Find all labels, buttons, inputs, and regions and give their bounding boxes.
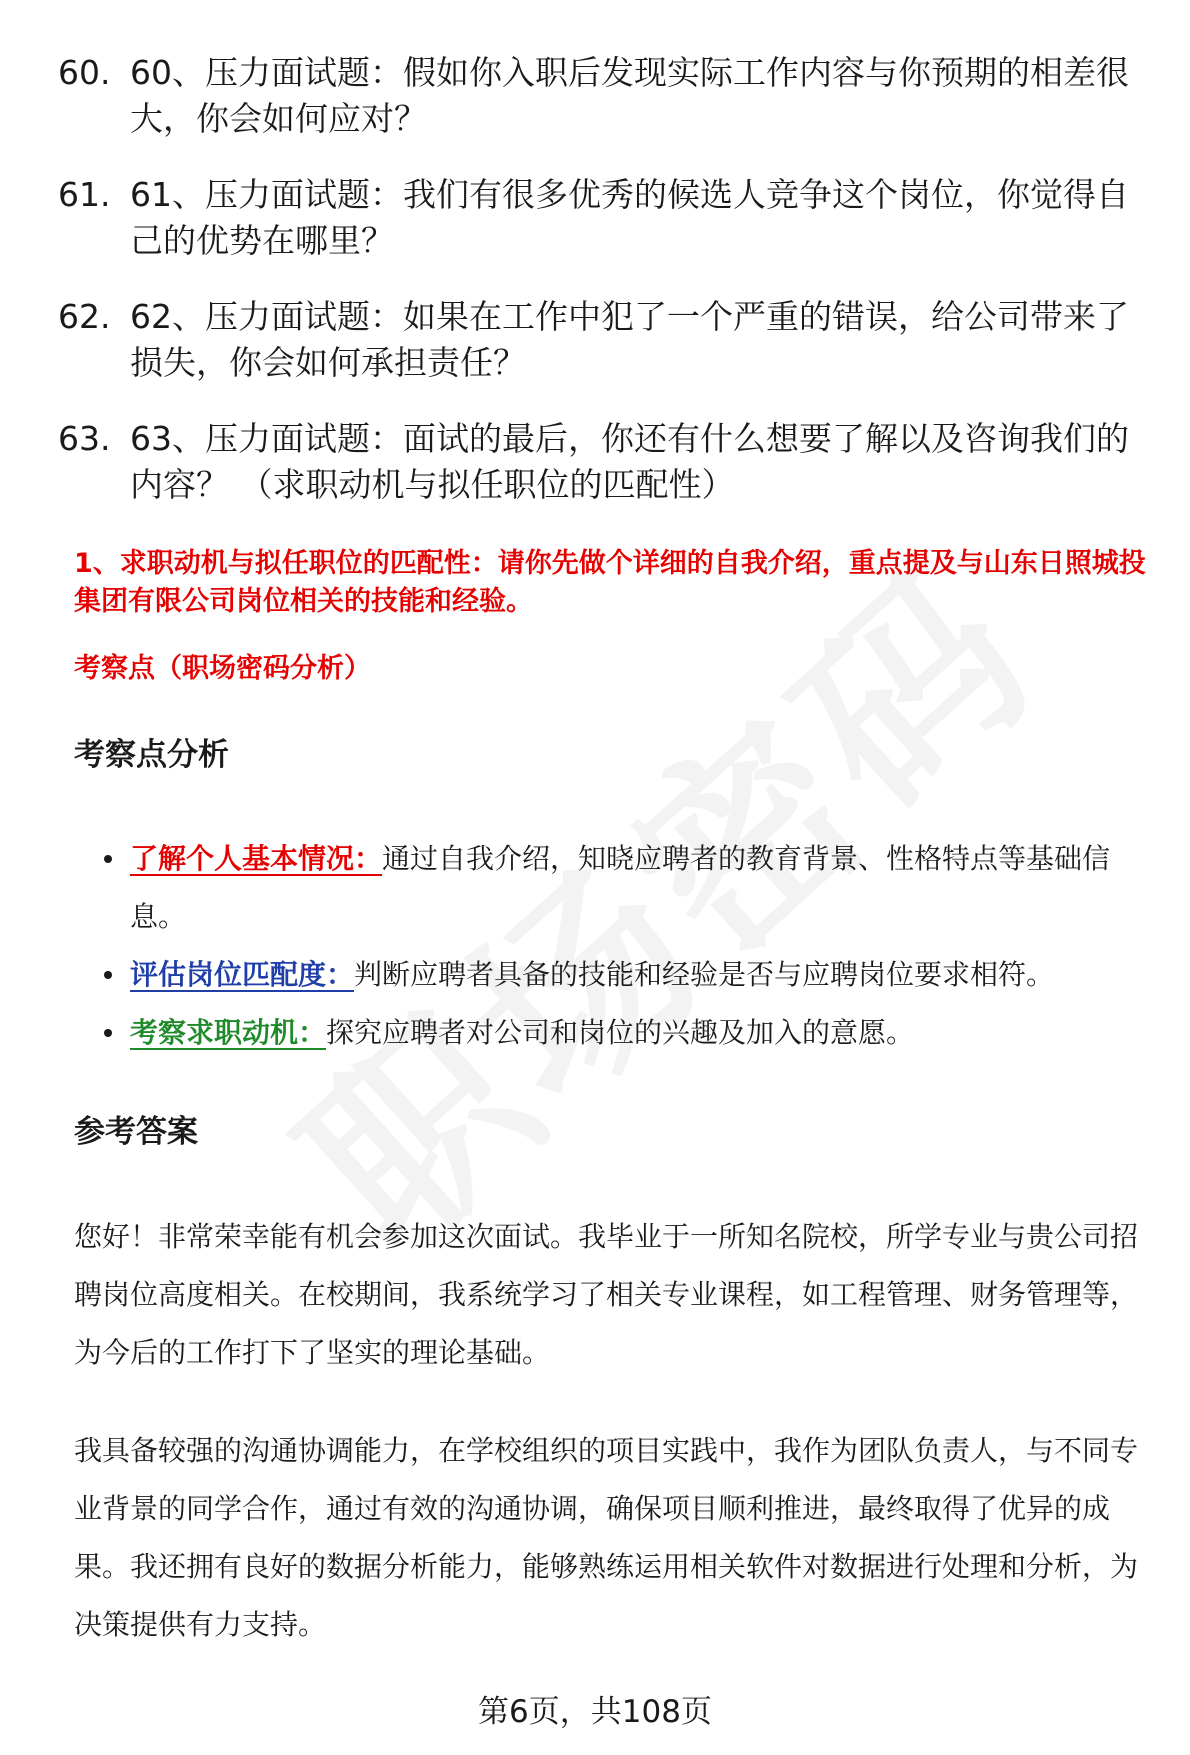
highlight-question: 1、求职动机与拟任职位的匹配性：请你先做个详细的自我介绍，重点提及与山东日照城投集团有限公司岗位相关的技能和经验。	[74, 548, 1146, 617]
analysis-text: 通过自我介绍，知晓应聘者的教育背景、性格特点等基础信息。	[130, 842, 1111, 933]
analysis-item	[130, 1004, 1160, 1062]
question-text: 63、压力面试题：面试的最后，你还有什么想要了解以及咨询我们的内容？ （求职动机与拟任职位的匹配性）	[130, 419, 1129, 504]
question-number: 62.	[58, 297, 111, 336]
analysis-tag: 了解个人基本情况：	[130, 842, 383, 875]
bullet-dot	[104, 1029, 112, 1037]
answer-paragraph: 我具备较强的沟通协调能力，在学校组织的项目实践中，我作为团队负责人，与不同专业背景的同学合作，通过有效的沟通协调，确保项目顺利推进，最终取得了优异的成果。我还拥有良好的数据分析能力，能够熟练运用相关软件对数据进行处理和分析，为决策提供有力支持。	[74, 1434, 1139, 1641]
question-text: 61、压力面试题：我们有很多优秀的候选人竞争这个岗位，你觉得自己的优势在哪里？	[130, 175, 1129, 260]
exam-point-label: 考察点（职场密码分析）	[74, 653, 371, 684]
analysis-text: 探究应聘者对公司和岗位的兴趣及加入的意愿。	[326, 1016, 915, 1049]
bullet-dot	[104, 971, 112, 979]
analysis-list	[130, 830, 1160, 1062]
question-number: 60.	[58, 53, 111, 92]
bullet-dot	[104, 855, 112, 863]
question-number: 63.	[58, 419, 111, 458]
question-list	[58, 50, 1158, 538]
analysis-tag: 考察求职动机：	[130, 1016, 327, 1049]
analysis-tag: 评估岗位匹配度：	[130, 958, 355, 991]
page-footer: 第6页，共108页	[478, 1694, 712, 1730]
question-item	[58, 416, 1158, 508]
analysis-title: 考察点分析	[74, 737, 229, 773]
analysis-item	[130, 830, 1160, 946]
answer-title: 参考答案	[74, 1114, 198, 1150]
question-text: 62、压力面试题：如果在工作中犯了一个严重的错误，给公司带来了损失，你会如何承担责任？	[130, 297, 1129, 382]
answer-paragraph: 您好！非常荣幸能有机会参加这次面试。我毕业于一所知名院校，所学专业与贵公司招聘岗位高度相关。在校期间，我系统学习了相关专业课程，如工程管理、财务管理等，为今后的工作打下了坚实的理论基础。	[74, 1220, 1139, 1369]
question-item	[58, 172, 1158, 264]
question-text: 60、压力面试题：假如你入职后发现实际工作内容与你预期的相差很大，你会如何应对？	[130, 53, 1129, 138]
question-item	[58, 50, 1158, 142]
analysis-text: 判断应聘者具备的技能和经验是否与应聘岗位要求相符。	[354, 958, 1055, 991]
analysis-item	[130, 946, 1160, 1004]
question-item	[58, 294, 1158, 386]
question-number: 61.	[58, 175, 111, 214]
